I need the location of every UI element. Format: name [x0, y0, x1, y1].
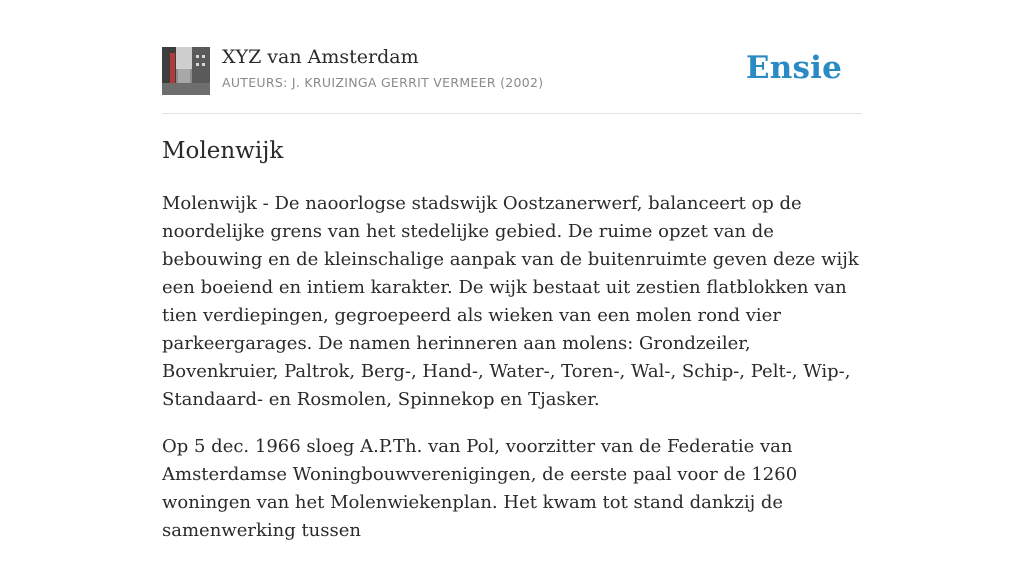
- source-avatar[interactable]: [162, 47, 210, 95]
- article-paragraph: Molenwijk - De naoorlogse stadswijk Oostzanerwerf, balanceert op de noordelijke grens van het stedelijke gebied. De ruime opzet van de bebouwing en de kleinschalige aanpak van de buitenruimte geven deze wijk een boeiend en intiem karakter. De wijk bestaat uit zestien flatblokken van tien verdiepingen, gegroepeerd als wieken van een molen rond vier parkeergarages. De namen herinneren aan molens: Grondzeiler, Bovenkruier, Paltrok, Berg-, Hand-, Water-, Toren-, Wal-, Schip-, Pelt-, Wip-, Standaard- en Rosmolen, Spinnekop en Tjasker.: [162, 193, 859, 410]
- article-title: Molenwijk: [162, 138, 284, 164]
- article-body: [162, 190, 862, 564]
- source-header: [162, 0, 862, 114]
- street-photo-icon: [162, 47, 210, 95]
- source-authors: AUTEURS: J. KRUIZINGA GERRIT VERMEER (2002): [222, 75, 544, 90]
- ensie-logo[interactable]: Ensie: [745, 50, 842, 86]
- article-paragraph: Op 5 dec. 1966 sloeg A.P.Th. van Pol, voorzitter van de Federatie van Amsterdamse Woningbouwverenigingen, de eerste paal voor de 1260 woningen van het Molenwiekenplan. Het kwam tot stand dankzij de samenwerking tussen: [162, 436, 798, 541]
- source-title[interactable]: XYZ van Amsterdam: [222, 46, 419, 68]
- content-container: [162, 0, 862, 541]
